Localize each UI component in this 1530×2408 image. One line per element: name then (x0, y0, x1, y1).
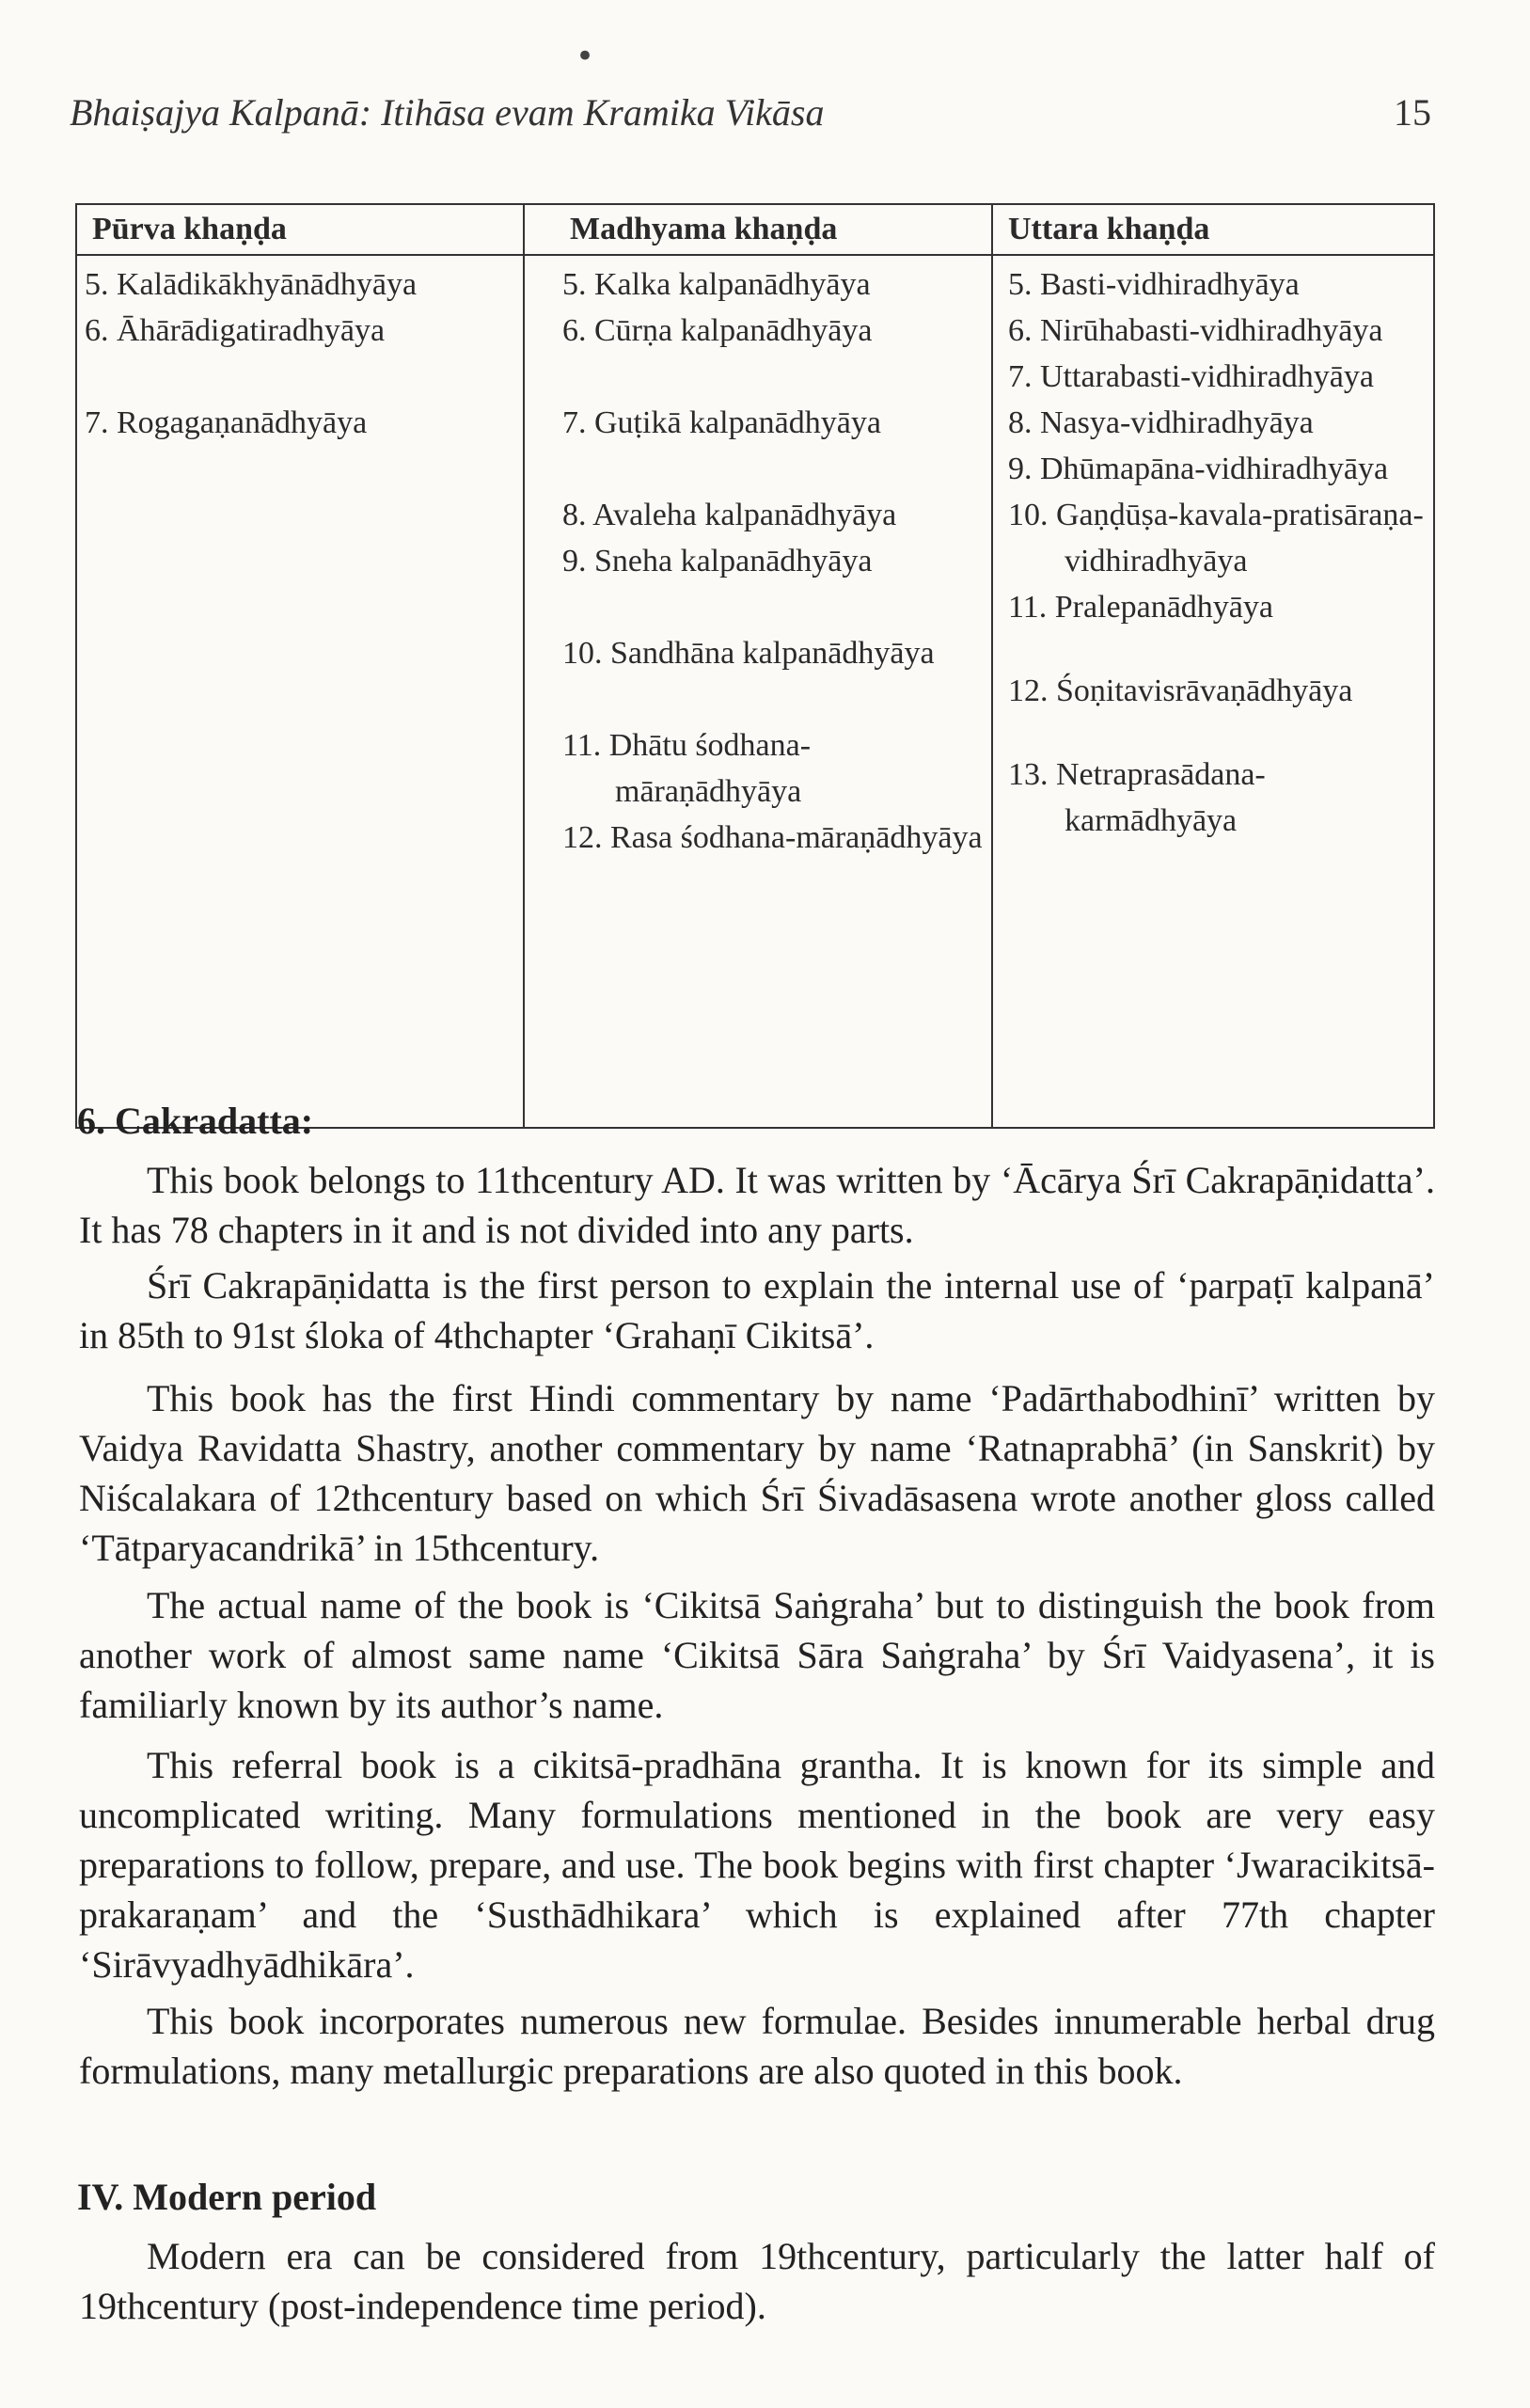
list-item: 5. Basti-vidhiradhyāya (1008, 267, 1300, 302)
list-item: 10. Sandhāna kalpanādhyāya (562, 636, 935, 671)
list-item: 8. Nasya-vidhiradhyāya (1008, 405, 1314, 440)
list-item: 9. Sneha kalpanādhyāya (562, 544, 873, 578)
header-madhyama: Madhyama khaṇḍa (524, 204, 992, 255)
list-item: 12. Śoṇitavisrāvaṇādhyāya (1008, 673, 1353, 708)
stray-mark: • (576, 38, 595, 75)
list-item: 10. Gaṇḍūṣa-kavala-pratisāraṇa-vidhiradhyāya (1008, 498, 1424, 578)
paragraph: This book belongs to 11thcentury AD. It was written by ‘Ācārya Śrī Cakrapāṇidatta’. It has 78 chapters in it and is not divided into any parts. (79, 1159, 1435, 1251)
header-purva: Pūrva khaṇḍa (76, 204, 524, 255)
paragraph: This book has the first Hindi commentary by name ‘Padārthabodhinī’ written by Vaidya Ravidatta Shastry, another commentary by name ‘Ratnaprabhā’ (in Sanskrit) by Niścalakara of 12thcentury based on which Śrī Śivadāsasena wrote another gloss called ‘Tātparyacandrikā’ in 15thcentury. (79, 1377, 1435, 1569)
uttara-list (993, 256, 1433, 844)
paragraph: This referral book is a cikitsā-pradhāna grantha. It is known for its simple and uncomplicated writing. Many formulations mentioned in the book are very easy preparations to follow, prepare, and use. The book begins with first chapter ‘Jwaracikitsā-prakaraṇam’ and the ‘Susthādhikara’ which is explained after 77th chapter ‘Sirāvyadhyādhikāra’. (79, 1744, 1435, 1986)
purva-cell (76, 255, 524, 1128)
list-item: 8. Avaleha kalpanādhyāya (562, 498, 897, 532)
list-item: 7. Rogagaṇanādhyāya (85, 405, 368, 440)
section-heading-modern: IV. Modern period (77, 2176, 377, 2218)
list-item: 12. Rasa śodhana-māraṇādhyāya (562, 820, 983, 855)
list-item: 7. Uttarabasti-vidhiradhyāya (1008, 359, 1374, 394)
paragraph: Śrī Cakrapāṇidatta is the first person to explain the internal use of ‘parpaṭī kalpanā’ in 85th to 91st śloka of 4thchapter ‘Grahaṇī Cikitsā’. (79, 1264, 1435, 1356)
list-item: 9. Dhūmapāna-vidhiradhyāya (1008, 452, 1389, 486)
list-item: 5. Kalādikākhyānādhyāya (85, 267, 418, 302)
madhyama-list (525, 256, 991, 861)
paragraph: This book incorporates numerous new formulae. Besides innumerable herbal drug formulations, many metallurgic preparations are also quoted in this book. (79, 2000, 1435, 2092)
table-header-row (76, 204, 1434, 255)
list-item: 7. Guṭikā kalpanādhyāya (562, 405, 881, 440)
table-row (76, 255, 1434, 1128)
list-item: 6. Āhārādigatiradhyāya (85, 313, 386, 348)
khanda-table (75, 203, 1435, 1129)
section-heading-cakradatta: 6. Cakradatta: (77, 1100, 314, 1142)
paragraph: The actual name of the book is ‘Cikitsā Saṅgraha’ but to distinguish the book from another work of almost same name ‘Cikitsā Sāra Saṅgraha’ by Śrī Vaidyasena’, it is familiarly known by its author’s name. (79, 1584, 1435, 1726)
running-head: Bhaiṣajya Kalpanā: Itihāsa evam Kramika Vikāsa (70, 91, 825, 134)
madhyama-cell (524, 255, 992, 1128)
purva-list (77, 256, 523, 446)
paragraph: Modern era can be considered from 19thcentury, particularly the latter half of 19thcentury (post-independence time period). (79, 2235, 1435, 2327)
list-item: 11. Pralepanādhyāya (1008, 590, 1273, 625)
list-item: 5. Kalka kalpanādhyāya (562, 267, 871, 302)
uttara-cell (992, 255, 1434, 1128)
list-item: 6. Nirūhabasti-vidhiradhyāya (1008, 313, 1383, 348)
page-number: 15 (1394, 91, 1431, 134)
list-item: 6. Cūrṇa kalpanādhyāya (562, 313, 873, 348)
list-item: 11. Dhātu śodhana-māraṇādhyāya (562, 728, 812, 809)
list-item: 13. Netraprasādana-karmādhyāya (1008, 757, 1266, 838)
header-uttara: Uttara khaṇḍa (992, 204, 1434, 255)
